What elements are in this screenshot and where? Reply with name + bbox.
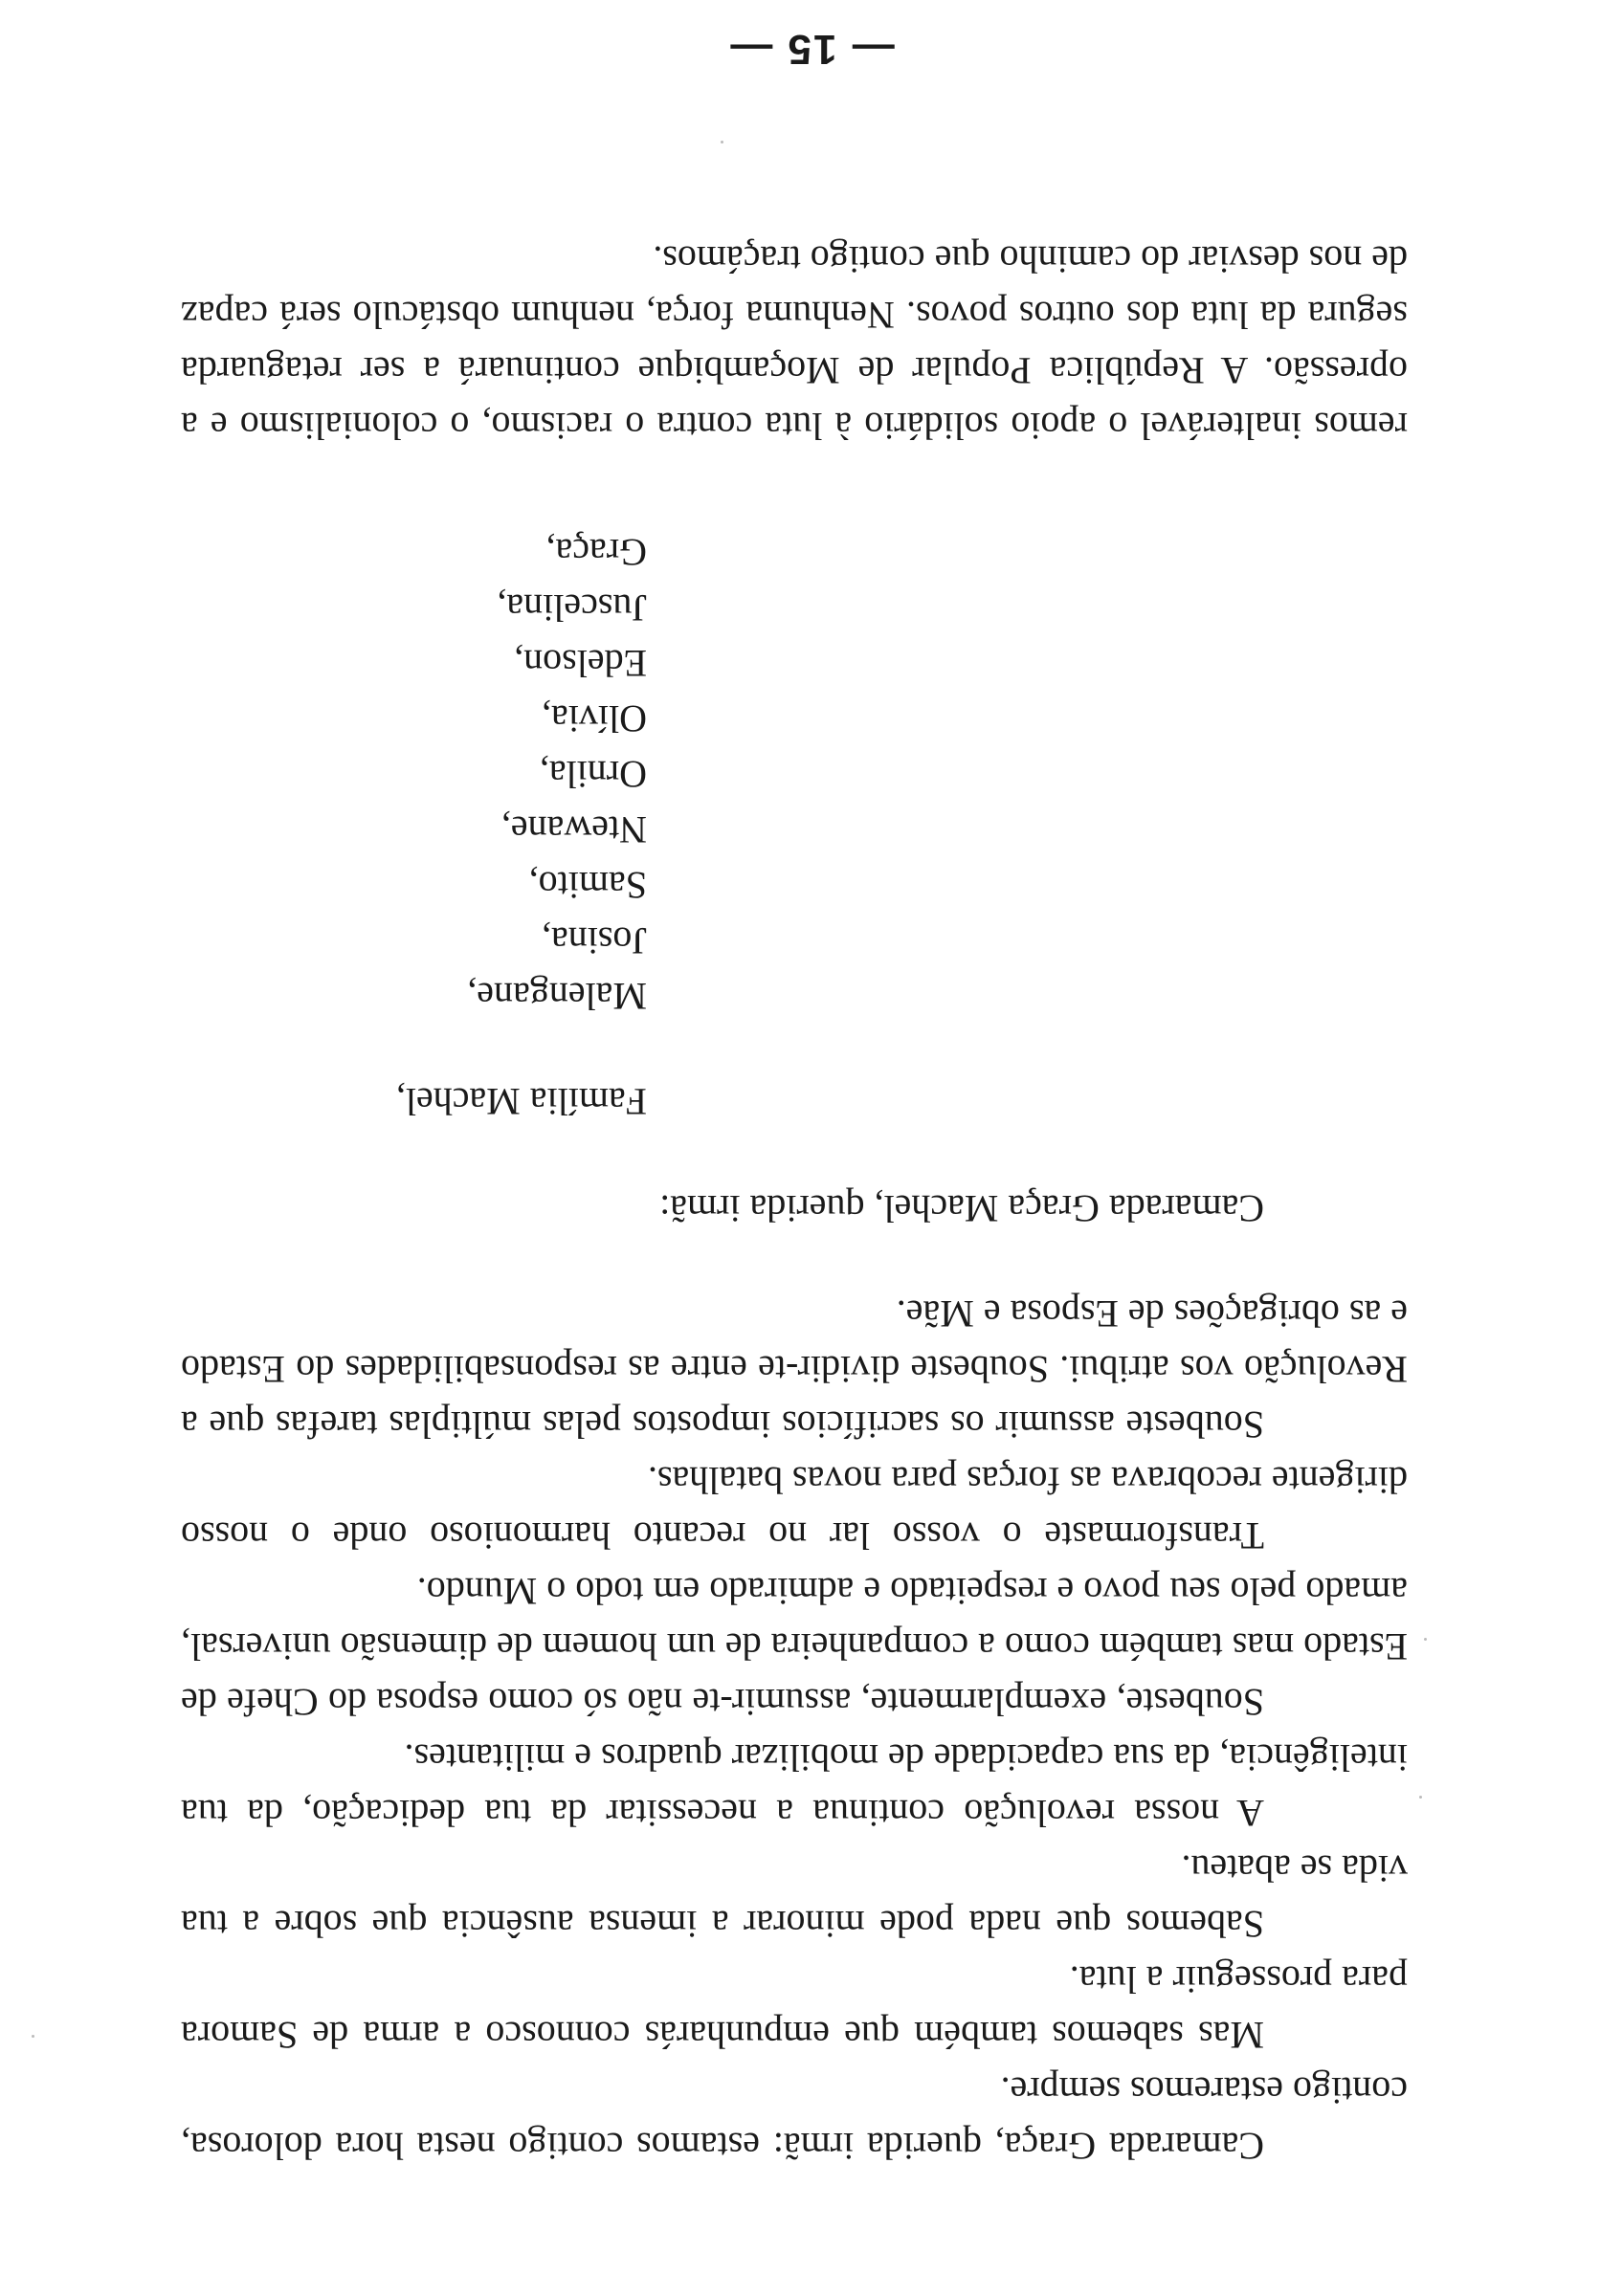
letter-body: [181, 1286, 1408, 2063]
scan-speck: [1424, 1638, 1427, 1641]
paragraph-samora-arm: Mas sabemos também que empunharás connosco a arma de Samora para prosseguir a luta.: [181, 1958, 1408, 2057]
paragraph-home: Transformaste o vosso lar no recanto harmonioso onde o nosso dirigente recobrava as forças para novas batalhas.: [181, 1459, 1408, 1557]
family-name: Ntewane,: [500, 808, 647, 851]
paragraph-absence: Sabemos que nada pode minorar a imensa ausência que sobre a tua vida se abateu.: [181, 1847, 1408, 1946]
scan-speck: [1419, 1796, 1422, 1799]
family-name: Ornila,: [539, 753, 647, 796]
page-number: — 15 —: [728, 26, 895, 73]
signature: Família Machel,: [395, 1080, 647, 1123]
paragraph-exemplary: Soubeste, exemplarmente, assumir-te não só como esposa do Chefe de Estado mas também como a companheira de um homem de dimensão universal, amado pelo seu povo e respeitado e admirado em todo o Mundo.: [181, 1570, 1408, 1724]
letter-top-section: [181, 2063, 1408, 2174]
family-name: Graça,: [545, 531, 647, 574]
paragraph-revolution: A nossa revolução continua a necessitar da tua dedicação, da tua inteligência, da sua capacidade de mobilizar quadros e militantes.: [181, 1736, 1408, 1835]
family-name: Juscelina,: [497, 586, 647, 629]
family-name: Edelson,: [514, 642, 647, 685]
family-names-list: [467, 524, 647, 1024]
family-name: Olívia,: [542, 697, 647, 740]
scan-speck: [32, 2035, 34, 2038]
paragraph-sacrifices: Soubeste assumir os sacrifícios impostos pelas múltiplas tarefas que a Revolução vos atribui. Soubeste dividir-te entre as responsabilidades do Estado e as obrigações de Esposa e Mãe.: [181, 1292, 1408, 1446]
paragraph-closing: remos inalterável o apoio solidário à luta contra o racismo, o colonialismo e a opressão. A República Popular de Moçambique continuará a ser retaguarda segura da luta dos outros povos. Nenhuma força, nenhum obstáculo será capaz de nos desviar do caminho que contigo traçámos.: [181, 238, 1408, 448]
salutation: Camarada Graça Machel, querida irmã:: [659, 1187, 1264, 1230]
scan-speck: [721, 141, 723, 144]
family-name: Malengane,: [467, 975, 647, 1018]
family-name: Josina,: [542, 919, 647, 962]
paragraph-intro: Camarada Graça, querida irmã: estamos contigo nesta hora dolorosa, contigo estaremos sempre.: [181, 2069, 1408, 2168]
family-name: Samito,: [528, 864, 647, 907]
